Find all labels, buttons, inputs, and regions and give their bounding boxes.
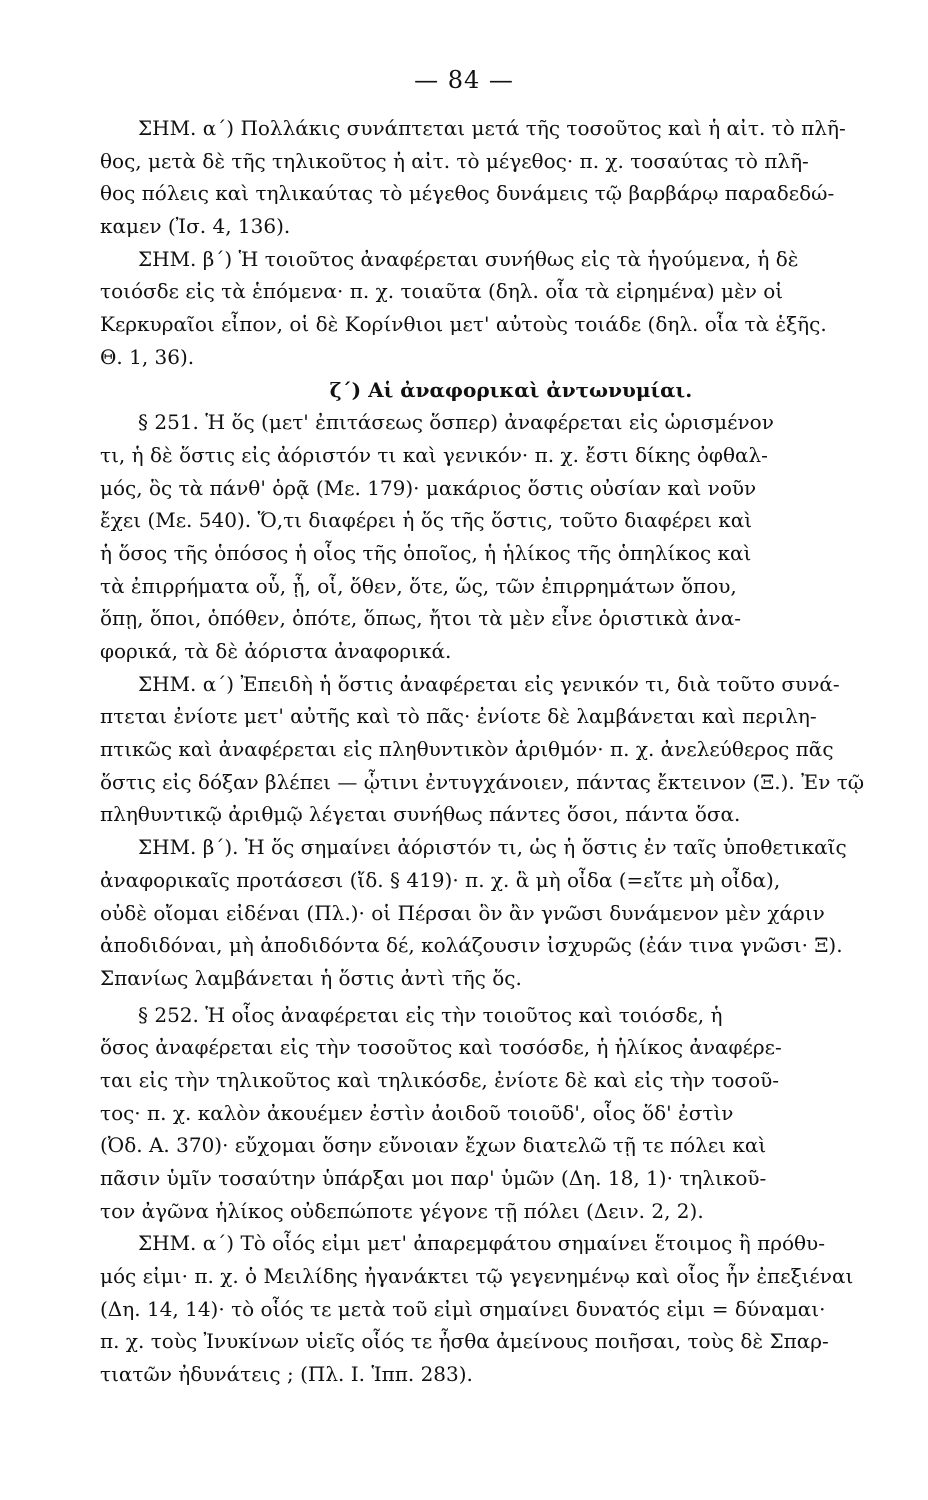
text-line: τος· π. χ. καλὸν ἀκουέμεν ἐστὶν ἀοιδοῦ τοιοῦδ', οἷος ὅδ' ἐστὶν	[100, 1100, 734, 1125]
text-line: πληθυντικῷ ἀριθμῷ λέγεται συνήθως πάντες ὅσοι, πάντα ὅσα.	[100, 802, 741, 827]
text-line: ΣΗΜ. β΄). Ἡ ὅς σημαίνει ἀόριστόν τι, ὡς ἡ ὅστις ἐν ταῖς ὑποθετικαῖς	[138, 835, 847, 860]
text-line: ὅστις εἰς δόξαν βλέπει — ᾧτινι ἐντυγχάνοιεν, πάντας ἔκτεινον (Ξ.). Ἐν τῷ	[100, 769, 865, 794]
text-line: ται εἰς τὴν τηλικοῦτος καὶ τηλικόσδε, ἐνίοτε δὲ καὶ εἰς τὴν τοσοῦ-	[100, 1067, 780, 1092]
text-line: ὅσος ἀναφέρεται εἰς τὴν τοσοῦτος καὶ τοσόσδε, ἡ ἡλίκος ἀναφέρε-	[100, 1035, 782, 1060]
text-line: ὅπῃ, ὅποι, ὁπόθεν, ὁπότε, ὅπως, ἤτοι τὰ μὲν εἶνε ὁριστικὰ ἀνα-	[100, 606, 741, 631]
text-line: ΣΗΜ. β΄) Ἡ τοιοῦτος ἀναφέρεται συνήθως εἰς τὰ ἡγούμενα, ἡ δὲ	[138, 246, 799, 271]
text-line: ἡ ὅσος τῆς ὁπόσος ἡ οἷος τῆς ὁποῖος, ἡ ἡλίκος τῆς ὁπηλίκος καὶ	[100, 540, 752, 565]
section-heading: ζ΄) Αἱ ἀναφορικαὶ ἀντωνυμίαι.	[329, 377, 693, 402]
text-line: θος πόλεις καὶ τηλικαύτας τὸ μέγεθος δυνάμεις τῷ βαρβάρῳ παραδεδώ-	[100, 181, 835, 206]
text-line: οὐδὲ οἴομαι εἰδέναι (Πλ.)· οἱ Πέρσαι ὃν ἂν γνῶσι δυνάμενον μὲν χάριν	[100, 900, 825, 925]
text-line: π. χ. τοὺς Ἰνυκίνων υἱεῖς οἷός τε ἦσθα ἀμείνους ποιῆσαι, τοὺς δὲ Σπαρ-	[100, 1329, 829, 1354]
text-line: μός, ὃς τὰ πάνθ' ὁρᾷ (Με. 179)· μακάριος ὅστις οὐσίαν καὶ νοῦν	[100, 475, 757, 500]
text-line: πτικῶς καὶ ἀναφέρεται εἰς πληθυντικὸν ἀριθμόν· π. χ. ἀνελεύθερος πᾶς	[100, 737, 834, 762]
text-line: φορικά, τὰ δὲ ἀόριστα ἀναφορικά.	[100, 639, 452, 663]
text-line: τι, ἡ δὲ ὅστις εἰς ἀόριστόν τι καὶ γενικόν· π. χ. ἔστι δίκης ὀφθαλ-	[100, 442, 768, 467]
page-number: — 84 —	[414, 66, 514, 94]
text-line: πᾶσιν ὑμῖν τοσαύτην ὑπάρξαι μοι παρ' ὑμῶν (Δη. 18, 1)· τηλικοῦ-	[100, 1166, 767, 1190]
text-line: τοιόσδε εἰς τὰ ἑπόμενα· π. χ. τοιαῦτα (δηλ. οἷα τὰ εἰρημένα) μὲν οἱ	[100, 279, 784, 304]
text-line: πτεται ἐνίοτε μετ' αὐτῆς καὶ τὸ πᾶς· ἐνίοτε δὲ λαμβάνεται καὶ περιλη-	[100, 704, 817, 729]
text-line: ΣΗΜ. α΄) Πολλάκις συνάπτεται μετά τῆς τοσοῦτος καὶ ἡ αἰτ. τὸ πλῆ-	[138, 116, 846, 140]
text-line: ΣΗΜ. α΄) Τὸ οἷός εἰμι μετ' ἀπαρεμφάτου σημαίνει ἕτοιμος ἢ πρόθυ-	[138, 1231, 825, 1256]
text-line: τὰ ἐπιρρήματα οὗ, ᾗ, οἷ, ὅθεν, ὅτε, ὥς, τῶν ἐπιρρημάτων ὅπου,	[100, 573, 737, 598]
page-text-body	[100, 112, 922, 1391]
text-line: (Δη. 14, 14)· τὸ οἷός τε μετὰ τοῦ εἰμὶ σημαίνει δυνατός εἰμι = δύναμαι·	[100, 1296, 826, 1321]
text-line: ἔχει (Με. 540). Ὅ,τι διαφέρει ἡ ὅς τῆς ὅστις, τοῦτο διαφέρει καὶ	[100, 508, 753, 533]
text-line: Κερκυραῖοι εἶπον, οἱ δὲ Κορίνθιοι μετ' αὐτοὺς τοιάδε (δηλ. οἷα τὰ ἑξῆς.	[100, 312, 827, 337]
text-line: τον ἀγῶνα ἡλίκος οὐδεπώποτε γέγονε τῇ πόλει (Δειν. 2, 2).	[100, 1198, 704, 1223]
text-line: τιατῶν ἠδυνάτεις ; (Πλ. Ι. Ἱππ. 283).	[100, 1362, 473, 1387]
text-line: (Ὀδ. Α. 370)· εὔχομαι ὅσην εὔνοιαν ἔχων διατελῶ τῇ τε πόλει καὶ	[100, 1133, 767, 1158]
text-line: θος, μετὰ δὲ τῆς τηλικοῦτος ἡ αἰτ. τὸ μέγεθος· π. χ. τοσαύτας τὸ πλῆ-	[100, 148, 809, 173]
text-line: ΣΗΜ. α΄) Ἐπειδὴ ἡ ὅστις ἀναφέρεται εἰς γενικόν τι, διὰ τοῦτο συνά-	[138, 671, 840, 696]
text-line: ἀποδιδόναι, μὴ ἀποδιδόντα δέ, κολάζουσιν ἰσχυρῶς (ἐάν τινα γνῶσι· Ξ).	[100, 933, 843, 958]
text-line: μός εἰμι· π. χ. ὁ Μειλίδης ἠγανάκτει τῷ γεγενημένῳ καὶ οἷος ἦν ἐπεξιέναι	[100, 1264, 854, 1289]
text-line: § 251. Ἡ ὅς (μετ' ἐπιτάσεως ὅσπερ) ἀναφέρεται εἰς ὡρισμένον	[138, 410, 774, 435]
text-line: Θ. 1, 36).	[100, 344, 195, 369]
text-line: § 252. Ἡ οἷος ἀναφέρεται εἰς τὴν τοιοῦτος καὶ τοιόσδε, ἡ	[138, 1002, 723, 1027]
text-line: καμεν (Ἰσ. 4, 136).	[100, 214, 291, 239]
text-line: Σπανίως λαμβάνεται ἡ ὅστις ἀντὶ τῆς ὅς.	[100, 965, 522, 990]
text-line: ἀναφορικαῖς προτάσεσι (ἴδ. § 419)· π. χ. ἃ μὴ οἶδα (=εἴτε μὴ οἶδα),	[100, 867, 781, 892]
